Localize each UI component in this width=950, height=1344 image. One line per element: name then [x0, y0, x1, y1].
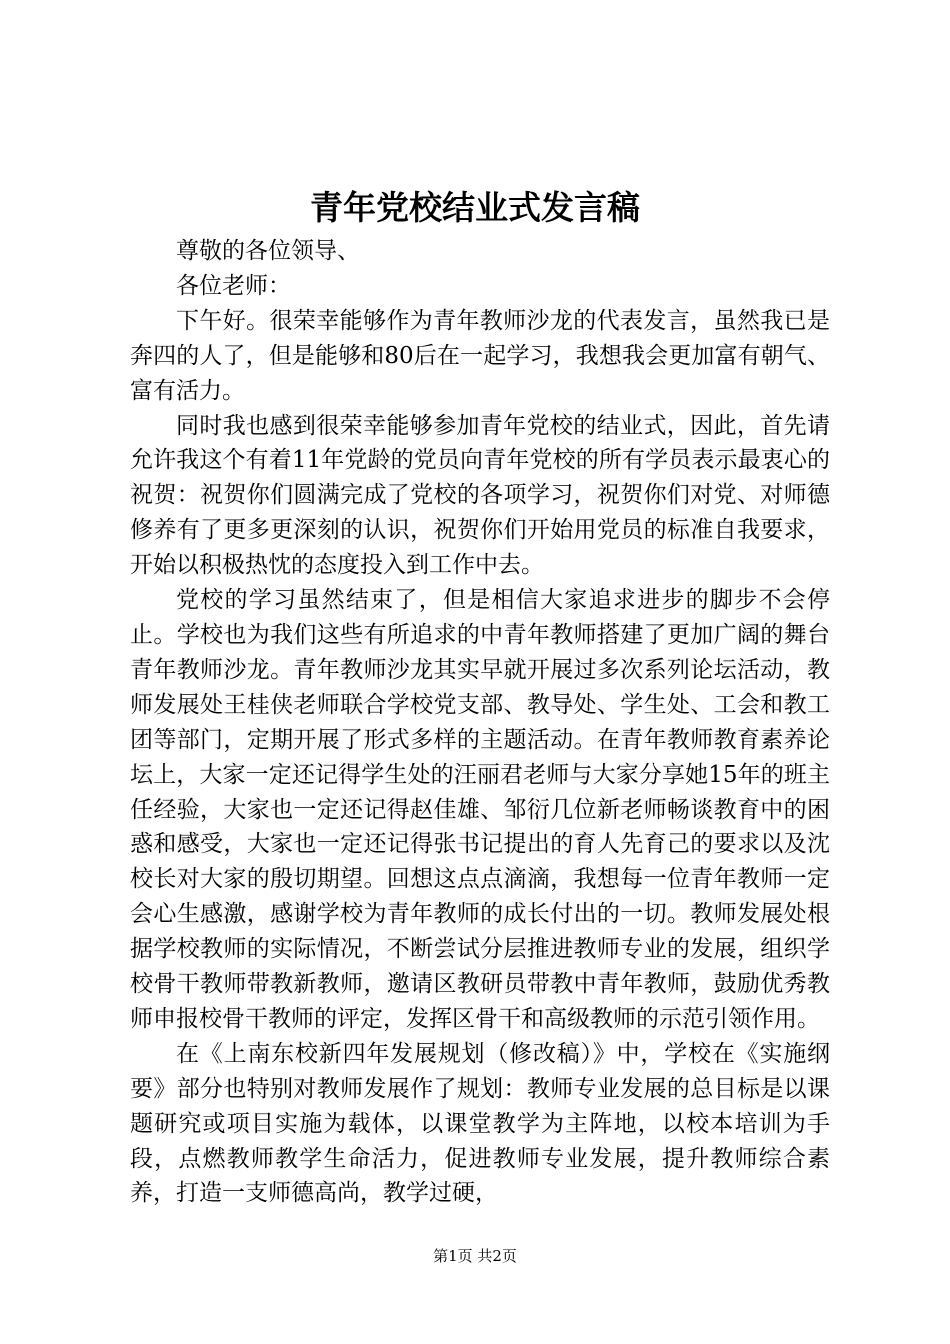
document-title: 青年党校结业式发言稿: [310, 188, 640, 227]
paragraph-development-plan: 在《上南东校新四年发展规划（修改稿）》中，学校在《实施纲要》部分也特别对教师发展作了规划：教师专业发展的总目标是以课题研究或项目实施为载体，以课堂教学为主阵地，以校本培训为手段，点燃教师教学生命活力，促进教师专业发展，提升教师综合素养，打造一支师德高尚，教学过硬，: [130, 1040, 830, 1207]
page-number-footer: 第1页 共2页: [433, 1247, 517, 1265]
salutation-line-2: 各位老师：: [176, 272, 291, 299]
paragraph-teacher-salon: 党校的学习虽然结束了，但是相信大家追求进步的脚步不会停止。学校也为我们这些有所追求的中青年教师搭建了更加广阔的舞台青年教师沙龙。青年教师沙龙其实早就开展过多次系列论坛活动，教师发展处王桂侠老师联合学校党支部、教导处、学生处、工会和教工团等部门，定期开展了形式多样的主题活动。在青年教师教育素养论坛上，大家一定还记得学生处的汪丽君老师与大家分享她15年的班主任经验，大家也一定还记得赵佳雄、邹衍几位新老师畅谈教育中的困惑和感受，大家也一定还记得张书记提出的育人先育己的要求以及沈校长对大家的殷切期望。回想这点点滴滴，我想每一位青年教师一定会心生感激，感谢学校为青年教师的成长付出的一切。教师发展处根据学校教师的实际情况，不断尝试分层推进教师专业的发展，组织学校骨干教师带教新教师，邀请区教研员带教中青年教师，鼓励优秀教师申报校骨干教师的评定，发挥区骨干和高级教师的示范引领作用。: [130, 587, 830, 1032]
paragraph-congratulations: 同时我也感到很荣幸能够参加青年党校的结业式，因此，首先请允许我这个有着11年党龄的党员向青年党校的所有学员表示最衷心的祝贺：祝贺你们圆满完成了党校的各项学习，祝贺你们对党、对师德修养有了更多更深刻的认识，祝贺你们开始用党员的标准自我要求，开始以积极热忱的态度投入到工作中去。: [130, 412, 830, 579]
document-body: [130, 234, 830, 1211]
salutation-line-1: 尊敬的各位领导、: [176, 238, 360, 264]
paragraph-greeting: 下午好。很荣幸能够作为青年教师沙龙的代表发言，虽然我已是奔四的人了，但是能够和80后在一起学习，我想我会更加富有朝气、富有活力。: [130, 307, 830, 404]
